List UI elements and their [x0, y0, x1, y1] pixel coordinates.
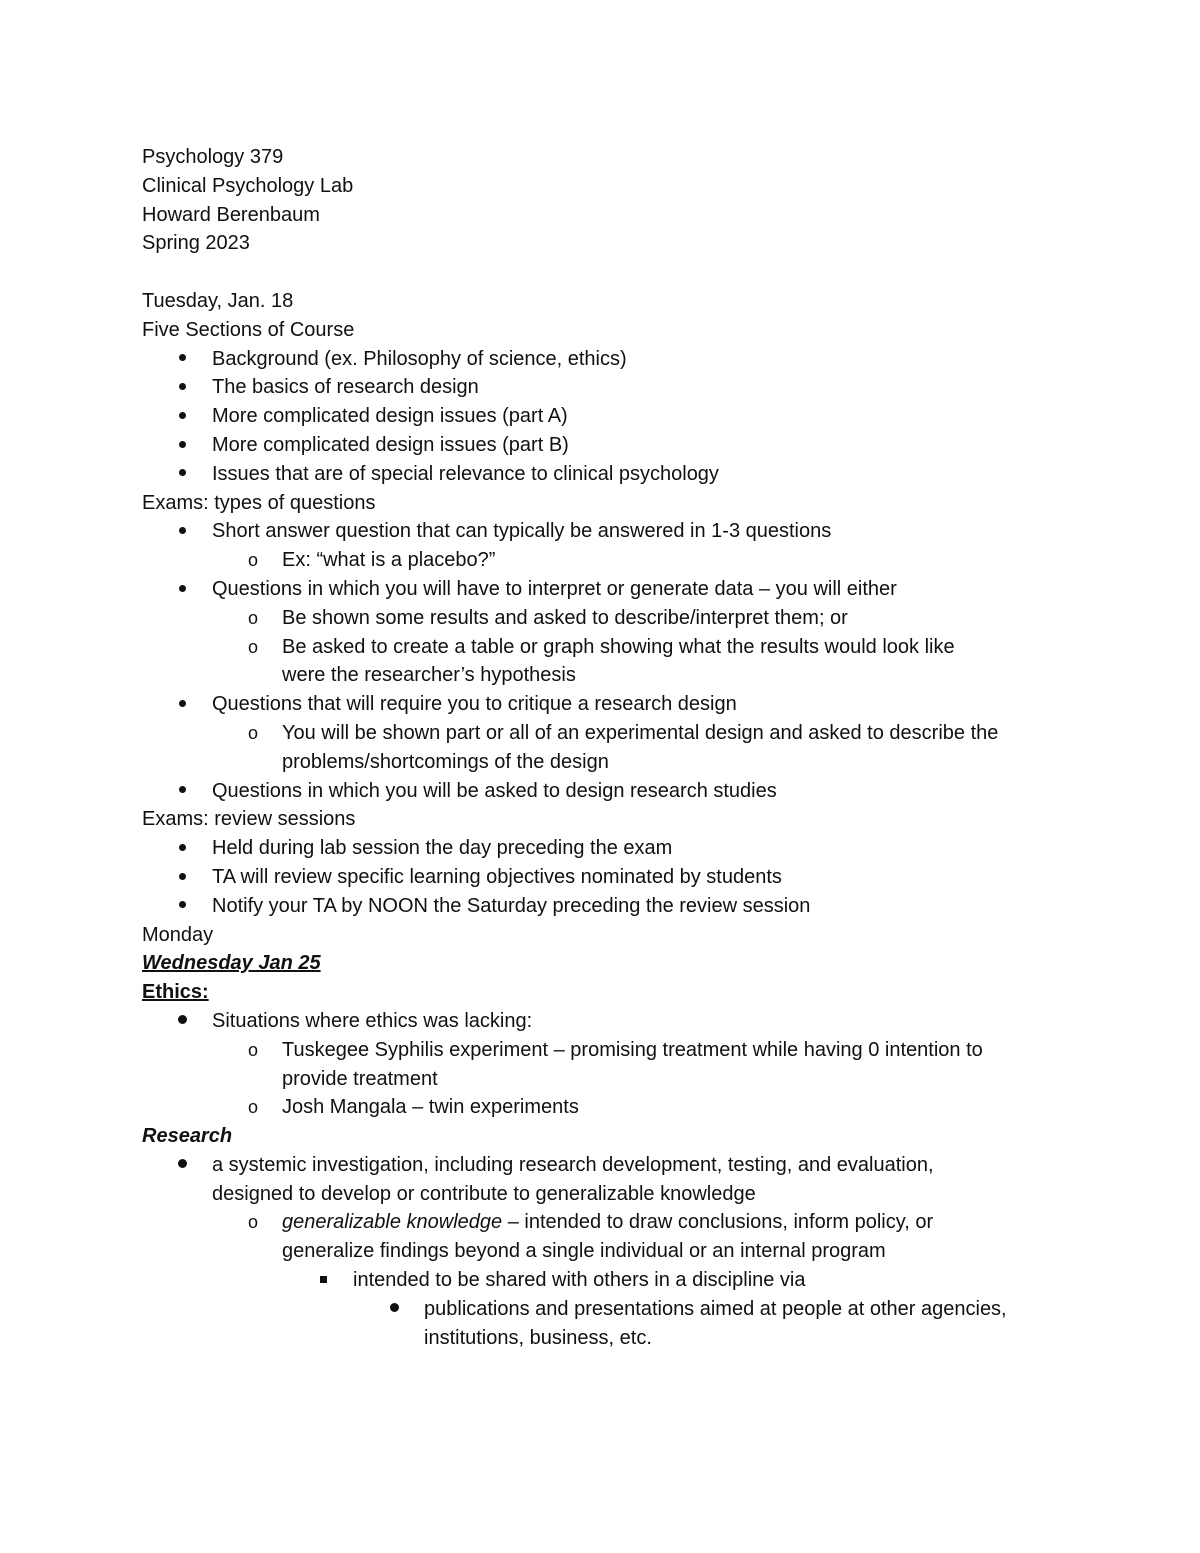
course-title: Clinical Psychology Lab	[142, 174, 354, 197]
hollow-bullet-icon: o	[247, 1097, 258, 1118]
list-item: More complicated design issues (part B)	[142, 431, 1082, 460]
list-item: a systemic investigation, including research development, testing, and evaluation,	[142, 1151, 1082, 1180]
sub-list-item: o Be shown some results and asked to describe/interpret them; or	[142, 604, 1082, 633]
bullet-icon	[172, 1151, 192, 1180]
course-number: Psychology 379	[142, 146, 284, 168]
defined-term: generalizable knowledge	[282, 1211, 503, 1234]
sub-list-item: o Ex: “what is a placebo?”	[142, 546, 1082, 575]
sub-list-item-continued: provide treatment	[282, 1067, 438, 1090]
list-item: More complicated design issues (part A)	[142, 402, 1082, 431]
bullet-icon	[172, 460, 192, 489]
hollow-bullet-icon: o	[247, 722, 258, 743]
day-label: Monday	[142, 923, 214, 946]
section-heading: Exams: types of questions	[142, 491, 376, 514]
list-item: Questions in which you will be asked to design research studies	[142, 777, 1082, 806]
sub-sub-sub-list-item: publications and presentations aimed at people at other agencies,	[142, 1295, 1082, 1324]
sub-sub-list-item: intended to be shared with others in a discipline via	[142, 1266, 1082, 1295]
sub-list-item: o Josh Mangala – twin experiments	[142, 1093, 1082, 1122]
list-item: Held during lab session the day preceding the exam	[142, 834, 1082, 863]
list-item: Notify your TA by NOON the Saturday preceding the review session	[142, 892, 1082, 921]
list-item: Situations where ethics was lacking:	[142, 1007, 1082, 1036]
notes-body	[142, 143, 1082, 1352]
list-item: Background (ex. Philosophy of science, ethics)	[142, 345, 1082, 374]
list-item-continued: designed to develop or contribute to generalizable knowledge	[212, 1182, 756, 1205]
sub-list-item: o generalizable knowledge – intended to draw conclusions, inform policy, or	[142, 1208, 1082, 1237]
sub-sub-sub-list-item-continued: institutions, business, etc.	[424, 1326, 652, 1349]
session-date: Wednesday Jan 25	[142, 952, 321, 975]
hollow-bullet-icon: o	[247, 636, 258, 657]
list-item: The basics of research design	[142, 373, 1082, 402]
bullet-icon	[172, 402, 192, 431]
section-heading: Ethics:	[142, 981, 209, 1004]
bullet-icon	[172, 834, 192, 863]
list-item: Questions in which you will have to interpret or generate data – you will either	[142, 575, 1082, 604]
hollow-bullet-icon: o	[247, 550, 258, 571]
section-heading: Research	[142, 1125, 233, 1148]
bullet-icon	[172, 777, 192, 806]
bullet-icon	[172, 863, 192, 892]
list-item: Questions that will require you to critique a research design	[142, 690, 1082, 719]
hollow-bullet-icon: o	[247, 1039, 258, 1060]
bullet-icon	[172, 517, 192, 546]
hollow-bullet-icon: o	[247, 1212, 258, 1233]
bullet-icon	[172, 1007, 192, 1036]
sub-list-item: o You will be shown part or all of an experimental design and asked to describe the	[142, 719, 1082, 748]
term: Spring 2023	[142, 232, 250, 255]
bullet-icon	[172, 373, 192, 402]
sub-list-item-continued: generalize findings beyond a single individual or an internal program	[282, 1240, 886, 1263]
bullet-icon	[172, 892, 192, 921]
bullet-icon	[384, 1295, 404, 1324]
bullet-icon	[172, 345, 192, 374]
bullet-icon	[172, 575, 192, 604]
blank-line	[142, 258, 1082, 287]
list-item: Issues that are of special relevance to clinical psychology	[142, 460, 1082, 489]
list-item: Short answer question that can typically be answered in 1-3 questions	[142, 517, 1082, 546]
sub-list-item-continued: were the researcher’s hypothesis	[282, 664, 576, 687]
instructor-name: Howard Berenbaum	[142, 203, 320, 226]
bullet-icon	[172, 690, 192, 719]
square-bullet-icon	[313, 1266, 333, 1295]
list-item: TA will review specific learning objectives nominated by students	[142, 863, 1082, 892]
sub-list-item: o Tuskegee Syphilis experiment – promising treatment while having 0 intention to	[142, 1036, 1082, 1065]
session-date: Tuesday, Jan. 18	[142, 289, 294, 312]
section-heading: Five Sections of Course	[142, 318, 355, 341]
section-heading: Exams: review sessions	[142, 808, 356, 831]
sub-list-item-continued: problems/shortcomings of the design	[282, 750, 609, 773]
hollow-bullet-icon: o	[247, 607, 258, 628]
bullet-icon	[172, 431, 192, 460]
sub-list-item: o Be asked to create a table or graph showing what the results would look like	[142, 633, 1082, 662]
